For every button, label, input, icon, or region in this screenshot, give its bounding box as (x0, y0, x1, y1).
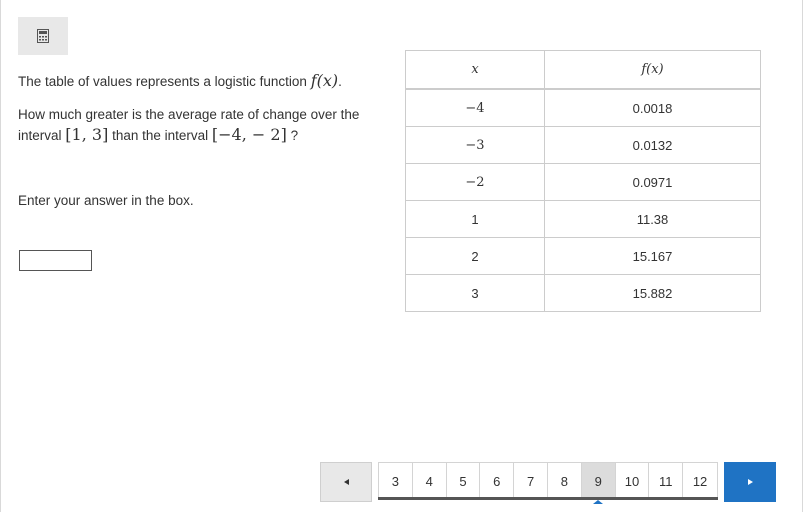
cell-fx: 0.0971 (545, 164, 761, 201)
page-button-11[interactable]: 11 (649, 463, 683, 500)
prompt-instruction: Enter your answer in the box. (18, 193, 194, 208)
calculator-icon (37, 29, 49, 43)
page-navigator-underline (378, 497, 718, 500)
cell-x: −2 (406, 164, 545, 201)
table-row (406, 164, 761, 201)
page-button-9-current[interactable]: 9 (582, 463, 616, 500)
cell-fx: 0.0132 (545, 127, 761, 164)
page-button-10[interactable]: 10 (616, 463, 650, 500)
table-row (406, 127, 761, 164)
prompt-intro-period: . (338, 74, 342, 89)
table-row (406, 238, 761, 275)
prompt-intro-text: The table of values represents a logistic function (18, 74, 307, 89)
cell-x: 1 (406, 201, 545, 238)
page-button-3[interactable]: 3 (379, 463, 413, 500)
table-header-row (406, 51, 761, 90)
page-navigator (378, 462, 718, 500)
header-x: x (406, 51, 545, 90)
cell-x: 2 (406, 238, 545, 275)
prompt-intro (18, 71, 342, 92)
previous-button[interactable] (320, 462, 372, 502)
answer-input[interactable] (19, 250, 92, 271)
interval-2: [−4, − 2] (211, 125, 287, 144)
page-button-12[interactable]: 12 (692, 474, 708, 489)
cell-x: −4 (406, 89, 545, 127)
cell-fx: 15.167 (545, 238, 761, 275)
page-button-4[interactable]: 4 (413, 463, 447, 500)
question-mark: ? (290, 128, 299, 143)
prompt-question (18, 105, 393, 146)
question-text-part1: How much greater is the average rate of change over the interval (18, 107, 360, 143)
function-notation: f(x) (310, 71, 339, 90)
next-button[interactable] (724, 462, 776, 502)
values-table (405, 50, 761, 312)
question-text-part2: than the interval (112, 128, 209, 143)
cell-x: 3 (406, 275, 545, 312)
triangle-right-icon (748, 479, 753, 485)
interval-1: [1, 3] (65, 125, 109, 144)
triangle-left-icon (344, 479, 349, 485)
calculator-button[interactable] (18, 17, 68, 55)
cell-fx: 0.0018 (545, 89, 761, 127)
cell-x: −3 (406, 127, 545, 164)
cell-fx: 15.882 (545, 275, 761, 312)
page-button-7[interactable]: 7 (514, 463, 548, 500)
table-row (406, 201, 761, 238)
page-button-6[interactable]: 6 (480, 463, 514, 500)
table-row (406, 275, 761, 312)
page-button-8[interactable]: 8 (548, 463, 582, 500)
table-row (406, 89, 761, 127)
cell-fx: 11.38 (545, 201, 761, 238)
header-fx: f(x) (545, 51, 761, 90)
page-button-5[interactable]: 5 (447, 463, 481, 500)
